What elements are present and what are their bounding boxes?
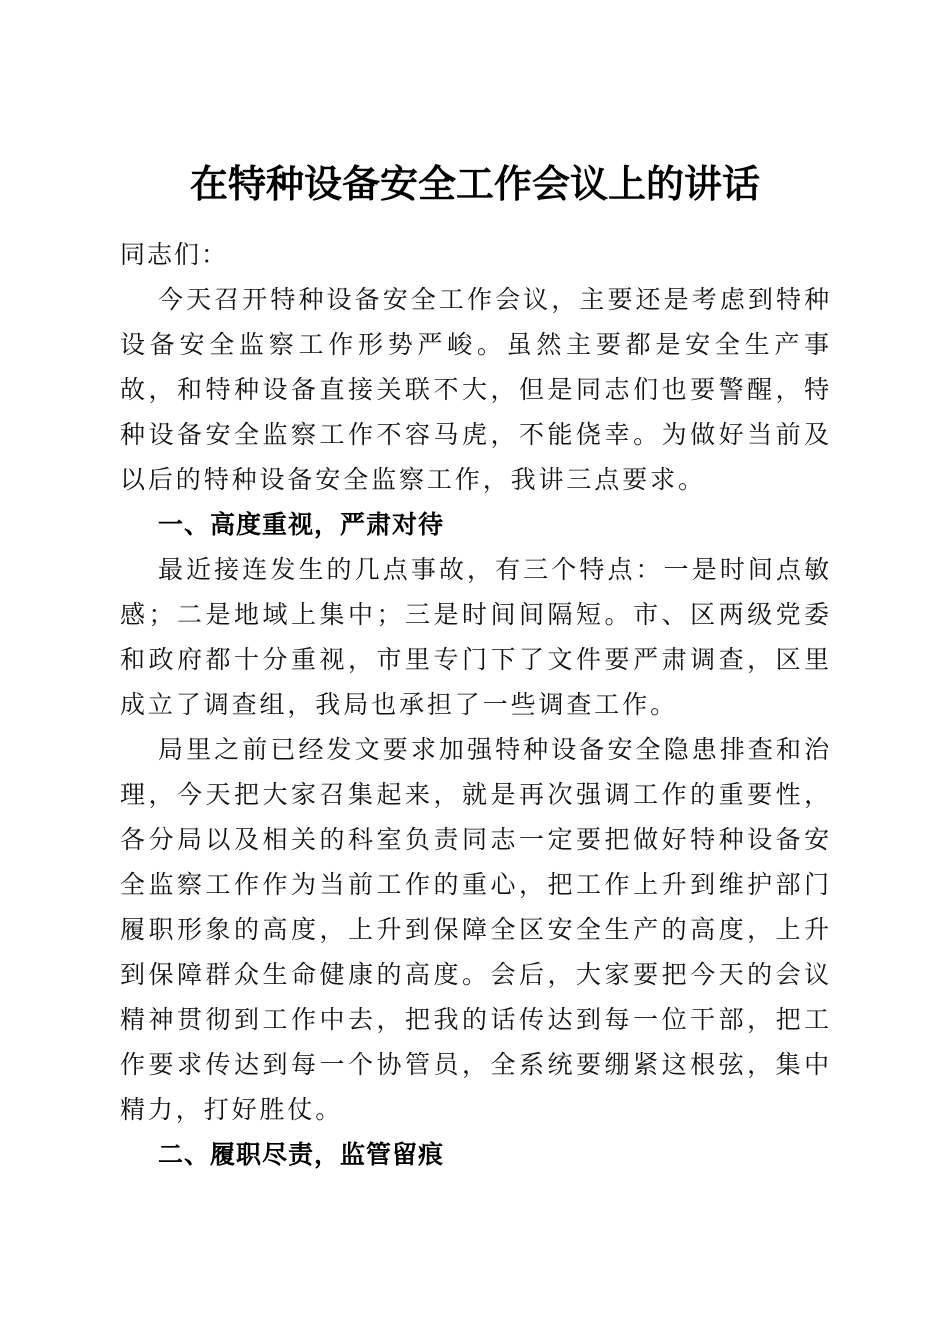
paragraph-intro: 今天召开特种设备安全工作会议，主要还是考虑到特种设备安全监察工作形势严峻。虽然主要都是安全生产事故，和特种设备直接关联不大，但是同志们也要警醒，特种设备安全监察工作不容马虎，不能侥幸。为做好当前及以后的特种设备安全监察工作，我讲三点要求。 [120, 285, 832, 494]
paragraph-section1-2: 局里之前已经发文要求加强特种设备安全隐患排查和治理，今天把大家召集起来，就是再次强调工作的重要性，各分局以及相关的科室负责同志一定要把做好特种设备安全监察工作作为当前工作的重心，把工作上升到维护部门履职形象的高度，上升到保障全区安全生产的高度，上升到保障群众生命健康的高度。会后，大家要把今天的会议精神贯彻到工作中去，把我的话传达到每一位干部，把工作要求传达到每一个协管员，全系统要绷紧这根弦，集中精力，打好胜仗。 [120, 735, 832, 1124]
paragraph-section1-1: 最近接连发生的几点事故，有三个特点：一是时间点敏感；二是地域上集中；三是时间间隔短。市、区两级党委和政府都十分重视，市里专门下了文件要严肃调查，区里成立了调查组，我局也承担了一些调查工作。 [120, 555, 832, 719]
document-title: 在特种设备安全工作会议上的讲话 [189, 161, 760, 207]
document-body [120, 232, 832, 1177]
section-heading-1: 一、高度重视，严肃对待 [158, 510, 445, 539]
section-heading-2: 二、履职尽责，监管留痕 [158, 1140, 445, 1169]
salutation: 同志们： [120, 240, 229, 269]
